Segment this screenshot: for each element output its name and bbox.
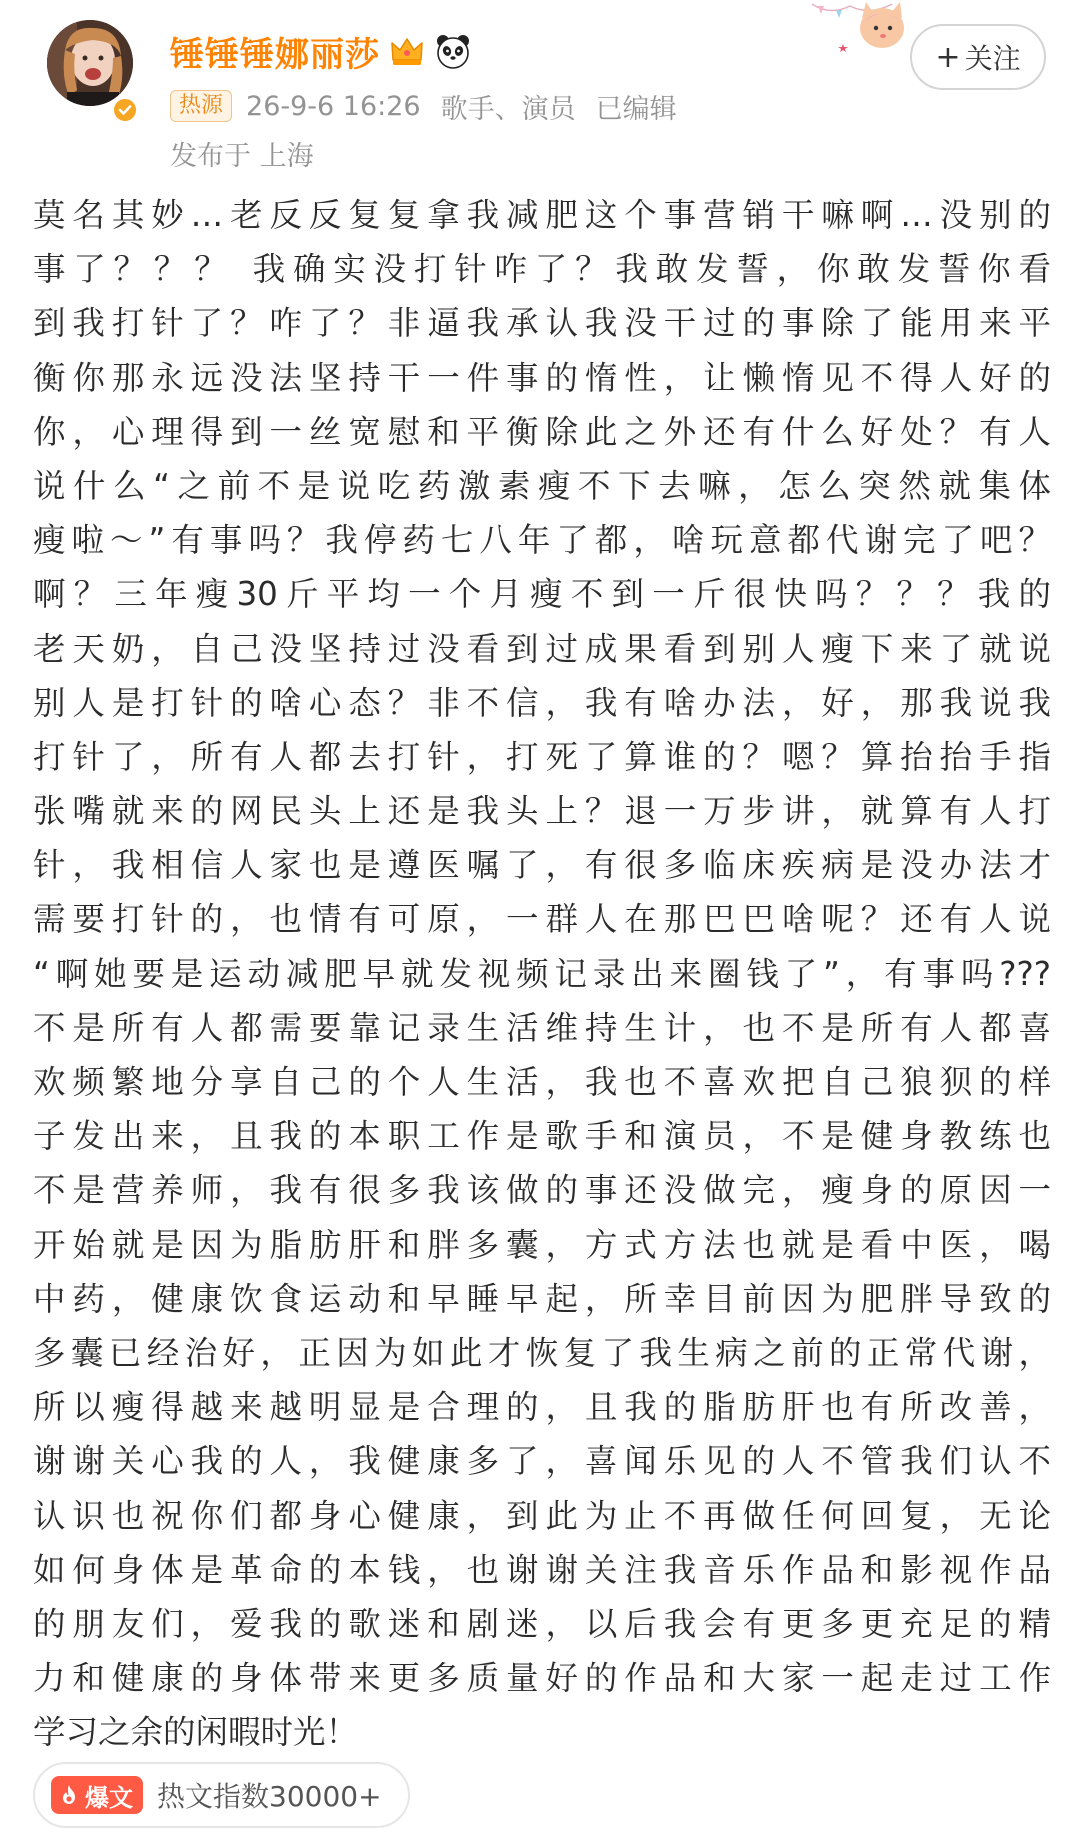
post-text-line: 别人是打针的啥心态？非不信，我有啥办法，好，那我说我 bbox=[33, 683, 1051, 722]
verified-check-icon bbox=[117, 102, 133, 118]
post-text-line: 说什么“之前不是说吃药激素瘦不下去嘛，怎么突然就集体 bbox=[33, 466, 1051, 505]
post-content bbox=[33, 188, 1051, 1759]
post-text-line: 力和健康的身体带来更多质量好的作品和大家一起走过工作 bbox=[33, 1659, 1051, 1698]
post-text-line: 需要打针的，也情有可原，一群人在那巴巴啥呢？还有人说 bbox=[33, 900, 1051, 939]
hot-index-label: 热文指数30000+ bbox=[157, 1780, 382, 1813]
fire-icon bbox=[57, 1783, 81, 1807]
plus-icon: + bbox=[935, 39, 961, 75]
follow-label: 关注 bbox=[964, 42, 1021, 75]
post-text-line: 不是营养师，我有很多我该做的事还没做完，瘦身的原因一 bbox=[33, 1171, 1051, 1210]
post-text-line: 衡你那永远没法坚持干一件事的惰性，让懒惰见不得人好的 bbox=[33, 358, 1051, 397]
post-text-line: 啊？三年瘦30斤平均一个月瘦不到一斤很快吗？？？我的 bbox=[33, 575, 1051, 614]
panda-icon[interactable] bbox=[434, 32, 472, 70]
post-text-line: 到我打针了？咋了？非逼我承认我没干过的事除了能用来平 bbox=[33, 304, 1051, 343]
post-text-line: 不是所有人都需要靠记录生活维持生计，也不是所有人都喜 bbox=[33, 1008, 1051, 1047]
post-text-line: 欢频繁地分享自己的个人生活，我也不喜欢把自己狼狈的样 bbox=[33, 1063, 1051, 1101]
avatar-container[interactable] bbox=[47, 20, 137, 130]
avatar-image-icon bbox=[47, 20, 133, 106]
post-location: 发布于 上海 bbox=[170, 141, 314, 172]
edited-label[interactable]: 已编辑 bbox=[595, 93, 677, 125]
post-text-line: 子发出来，且我的本职工作是歌手和演员，不是健身教练也 bbox=[33, 1117, 1051, 1156]
post-text-line: 你，心理得到一丝宽慰和平衡除此之外还有什么好处？有人 bbox=[33, 412, 1051, 451]
post-text-line: 莫名其妙…老反反复复拿我减肥这个事营销干嘛啊…没别的 bbox=[33, 196, 1051, 234]
post-time: 26-9-6 16:26 bbox=[246, 90, 421, 122]
post-text-line: 瘦啦～”有事吗？我停药七八年了都，啥玩意都代谢完了吧？ bbox=[33, 521, 1051, 560]
post-text-line: 老天奶，自己没坚持过没看到过成果看到别人瘦下来了就说 bbox=[33, 629, 1051, 668]
post-text-line: 开始就是因为脂肪肝和胖多囊，方式方法也就是看中医，喝 bbox=[33, 1225, 1051, 1264]
user-tags: 歌手、演员 bbox=[440, 93, 576, 125]
post-text-line: “啊她要是运动减肥早就发视频记录出来圈钱了”，有事吗??? bbox=[33, 954, 1051, 993]
follow-button[interactable] bbox=[910, 24, 1046, 90]
post-header bbox=[0, 0, 1080, 175]
post-text-line: 学习之余的闲暇时光！ bbox=[33, 1713, 359, 1752]
post-text-line: 针，我相信人家也是遵医嘱了，有很多临床疾病是没办法才 bbox=[33, 846, 1051, 885]
post-text-line: 谢谢关心我的人，我健康多了，喜闻乐见的人不管我们认不 bbox=[33, 1442, 1051, 1481]
post-text-line: 认识也祝你们都身心健康，到此为止不再做任何回复，无论 bbox=[33, 1496, 1051, 1535]
post-text-line: 所以瘦得越来越明显是合理的，且我的脂肪肝也有所改善， bbox=[33, 1388, 1051, 1427]
verified-badge bbox=[111, 96, 139, 124]
crown-icon[interactable] bbox=[388, 32, 426, 70]
avatar[interactable] bbox=[47, 20, 133, 106]
post-text-line: 打针了，所有人都去打针，打死了算谁的？嗯？算抬抬手指 bbox=[33, 737, 1051, 776]
post-text-line: 的朋友们，爱我的歌迷和剧迷，以后我会有更多更充足的精 bbox=[33, 1604, 1051, 1643]
hot-index-pill[interactable] bbox=[33, 1762, 410, 1828]
post-meta bbox=[170, 88, 677, 124]
explosive-badge bbox=[51, 1776, 143, 1814]
character-decoration-icon bbox=[810, 0, 910, 60]
username-row bbox=[170, 28, 472, 74]
post-text-line: 中药，健康饮食运动和早睡早起，所幸目前因为肥胖导致的 bbox=[33, 1279, 1051, 1318]
hot-source-badge[interactable]: 热源 bbox=[170, 90, 232, 122]
post-text-line: 如何身体是革命的本钱，也谢谢关注我音乐作品和影视作品 bbox=[33, 1550, 1051, 1589]
explosive-badge-label: 爆文 bbox=[85, 1783, 133, 1812]
username[interactable]: 锤锤锤娜丽莎 bbox=[170, 34, 380, 75]
post-text-line: 事了？？？ 我确实没打针咋了？我敢发誓，你敢发誓你看 bbox=[33, 250, 1051, 289]
post-text-line: 多囊已经治好，正因为如此才恢复了我生病之前的正常代谢， bbox=[33, 1333, 1051, 1372]
post-text-line: 张嘴就来的网民头上还是我头上？退一万步讲，就算有人打 bbox=[33, 792, 1051, 831]
